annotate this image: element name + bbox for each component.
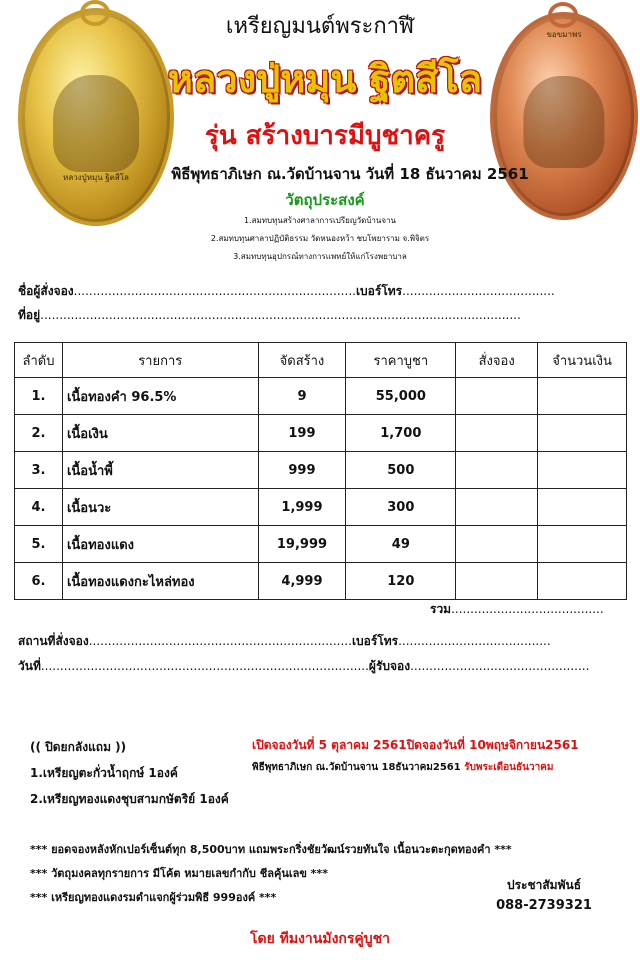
contact-phone: 088-2739321 [496, 898, 592, 913]
purpose-item: 1.สมทบทุนสร้างศาลาการเปรียญวัดบ้านจาน [243, 216, 397, 225]
row-amount-cell[interactable] [538, 563, 627, 600]
row-item: เนื้อทองแดง [62, 526, 258, 563]
booking-period: เปิดจองวันที่ 5 ตุลาคม 2561ปิดจองวันที่ 10พฤษจิกายน2561 [252, 738, 579, 752]
row-item: เนื้อน้ำพี้ [62, 452, 258, 489]
gold-medal-image [18, 8, 174, 226]
monk-figure-icon [53, 75, 139, 172]
row-no: 3. [15, 452, 63, 489]
col-header-item: รายการ [62, 343, 258, 378]
monk-name-title: หลวงปู่หมุน ฐิตสีโล [167, 56, 483, 101]
row-order-cell[interactable] [456, 563, 538, 600]
monk-figure-icon [523, 76, 604, 168]
row-amount-cell[interactable] [538, 415, 627, 452]
address-label: ที่อยู่ [18, 308, 41, 322]
table-header-row [15, 343, 627, 378]
row-made: 9 [258, 378, 346, 415]
receiver-label: ผู้รับจอง [368, 659, 411, 673]
row-amount-cell[interactable] [538, 452, 627, 489]
row-order-cell[interactable] [456, 415, 538, 452]
row-made: 1,999 [258, 489, 346, 526]
place-line: สถานที่สั่งจอง.....................................................................เบอร์โทร........................................ [18, 634, 551, 648]
row-order-cell[interactable] [456, 526, 538, 563]
row-made: 4,999 [258, 563, 346, 600]
note-line: *** ยอดจองหลังหักเปอร์เซ็นต์ทุก 8,500บาท แถมพระกริ่งชัยวัฒน์รวยทันใจ เนื้อนวะตะกุดทองคำ *** [30, 843, 512, 856]
row-price: 1,700 [346, 415, 456, 452]
row-price: 120 [346, 563, 456, 600]
table-row [15, 415, 627, 452]
orderer-name-line: ชื่อผู้สั่งจอง..........................................................................เบอร์โทร........................................ [18, 284, 555, 298]
gift-item: 2.เหรียญทองแดงชุบสามกษัตริย์ 1องค์ [30, 792, 229, 806]
edition-title: รุ่น สร้างบารมีบูชาครู [204, 121, 446, 151]
row-no: 5. [15, 526, 63, 563]
gold-medal-loop-icon [80, 0, 110, 26]
col-header-made: จัดสร้าง [258, 343, 346, 378]
row-order-cell[interactable] [456, 452, 538, 489]
row-price: 500 [346, 452, 456, 489]
booking-ceremony-line [252, 760, 632, 775]
booking-pickup: รับพระเดือนธันวาคม [464, 762, 554, 773]
total-line: รวม........................................ [430, 602, 604, 616]
orderer-name-label: ชื่อผู้สั่งจอง [18, 284, 74, 298]
gift-item: 1.เหรียญตะกั่วน้ำฤกษ์ 1องค์ [30, 766, 178, 780]
row-no: 4. [15, 489, 63, 526]
booking-ceremony: พิธีพุทธาภิเษก ณ.วัดบ้านจาน 18ธันวาคม2561 [252, 762, 461, 773]
row-order-cell[interactable] [456, 489, 538, 526]
date-label: วันที่ [18, 659, 41, 673]
note-line: *** เหรียญทองแดงรมดำแจกผู้ร่วมพิธี 999องค์ *** [30, 891, 277, 904]
place-phone-label: เบอร์โทร [351, 634, 399, 648]
copper-medal-image [490, 12, 638, 220]
table-row [15, 378, 627, 415]
col-header-order: สั่งจอง [456, 343, 538, 378]
row-price: 300 [346, 489, 456, 526]
gold-medal-inscription: หลวงปู่หมุน ฐิตสีโล [63, 173, 129, 182]
table-row [15, 489, 627, 526]
table-row [15, 452, 627, 489]
row-amount-cell[interactable] [538, 526, 627, 563]
place-label: สถานที่สั่งจอง [18, 634, 89, 648]
table-row [15, 526, 627, 563]
contact-label: ประชาสัมพันธ์ [506, 878, 582, 892]
note-line: *** วัตถุมงคลทุกรายการ มีโค้ต หมายเลขกำกับ ชีลคุ้นเลข *** [30, 867, 328, 880]
row-made: 999 [258, 452, 346, 489]
col-header-amount: จำนวนเงิน [538, 343, 627, 378]
total-label: รวม [430, 602, 452, 616]
col-header-no: ลำดับ [15, 343, 63, 378]
orderer-phone-label: เบอร์โทร [355, 284, 403, 298]
row-no: 2. [15, 415, 63, 452]
row-item: เนื้อทองแดงกะไหล่ทอง [62, 563, 258, 600]
copper-medal-loop-icon [548, 2, 578, 28]
row-item: เนื้อทองคำ 96.5% [62, 378, 258, 415]
purpose-item: 3.สมทบทุนอุปกรณ์ทางการแพทย์ให้แก่โรงพยาบาล [233, 252, 407, 261]
row-price: 55,000 [346, 378, 456, 415]
table-row [15, 563, 627, 600]
row-amount-cell[interactable] [538, 489, 627, 526]
by-line: โดย ทีมงานมังกรคู่บูชา [249, 931, 391, 947]
row-no: 1. [15, 378, 63, 415]
row-item: เนื้อเงิน [62, 415, 258, 452]
row-item: เนื้อนวะ [62, 489, 258, 526]
ceremony-line: พิธีพุทธาภิเษก ณ.วัดบ้านจาน วันที่ 18 ธันวาคม 2561 [171, 165, 529, 183]
date-line: วันที่......................................................................................ผู้รับจอง............................................... [18, 659, 590, 673]
row-no: 6. [15, 563, 63, 600]
order-table [14, 342, 627, 600]
gift-heading: (( ปิดยกลังแถม )) [30, 740, 127, 754]
address-line: ที่อยู่.............................................................................................................................. [18, 308, 521, 322]
row-amount-cell[interactable] [538, 378, 627, 415]
purpose-item: 2.สมทบทุนศาลาปฏิบัติธรรม วัดหนองหว้า ชบโพยาราม จ.พิจิตร [210, 234, 430, 243]
copper-medal-inscription: ขอขมาพร [546, 30, 582, 39]
row-price: 49 [346, 526, 456, 563]
col-header-price: ราคาบูชา [346, 343, 456, 378]
row-made: 19,999 [258, 526, 346, 563]
row-made: 199 [258, 415, 346, 452]
row-order-cell[interactable] [456, 378, 538, 415]
medal-name-title: เหรียญมนต์พระกาฬี [225, 14, 415, 39]
purpose-heading: วัตถุประสงค์ [285, 191, 365, 209]
